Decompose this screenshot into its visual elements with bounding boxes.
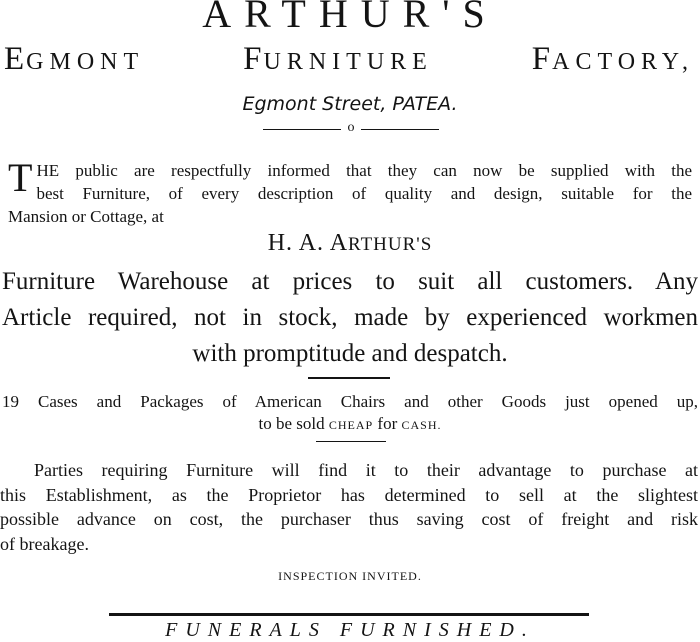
word-initial: E xyxy=(4,41,27,77)
ornament-line-left xyxy=(263,129,341,130)
goods-text: to be sold xyxy=(258,414,329,433)
footer-rule xyxy=(109,613,589,616)
ornament-line-right xyxy=(361,129,439,130)
goods-paragraph xyxy=(2,391,698,436)
word-rest: GMONT xyxy=(26,49,145,75)
parties-line: possible advance on cost, the purchaser thus saving cost of freight and risk xyxy=(0,509,698,529)
advert-title: ARTHUR'S xyxy=(202,0,498,36)
goods-line xyxy=(2,413,698,436)
proprietor-name-initial: A xyxy=(329,230,349,256)
ornament-circle: o xyxy=(347,120,355,135)
intro-paragraph xyxy=(8,155,692,228)
intro-line: best Furniture, of every description of quality and design, suitable for the xyxy=(36,184,692,203)
section-divider xyxy=(308,377,390,379)
goods-cheap: CHEAP xyxy=(328,418,374,432)
parties-paragraph xyxy=(0,458,698,556)
warehouse-line: with promptitude and despatch. xyxy=(192,340,508,367)
section-divider xyxy=(316,441,386,442)
business-name-word xyxy=(243,40,433,81)
word-rest: ACTORY, xyxy=(552,49,694,75)
goods-cash: CASH. xyxy=(401,418,442,432)
goods-text: for xyxy=(373,414,402,433)
drop-cap: T xyxy=(8,155,33,200)
inspection-invited: INSPECTION INVITED. xyxy=(278,569,422,583)
word-initial: F xyxy=(531,41,553,77)
word-rest: URNITURE xyxy=(263,49,433,75)
business-name xyxy=(4,40,694,81)
business-address: Egmont Street, PATEA. xyxy=(242,93,458,115)
proprietor-initials: H. A. xyxy=(267,230,330,256)
intro-line: Mansion or Cottage, at xyxy=(8,207,164,226)
footer-funerals: FUNERALS FURNISHED. xyxy=(165,619,535,641)
warehouse-paragraph xyxy=(2,264,698,372)
goods-line: 19 Cases and Packages of American Chairs and other Goods just opened up, xyxy=(2,392,698,411)
parties-line: this Establishment, as the Proprietor has determined to sell at the slightest xyxy=(0,484,698,505)
warehouse-line: Furniture Warehouse at prices to suit all customers. Any xyxy=(2,268,698,295)
business-name-word xyxy=(532,40,694,81)
ornament-divider xyxy=(263,121,439,137)
business-name-word xyxy=(4,40,144,81)
parties-line: Parties requiring Furniture will find it to their advantage to purchase at xyxy=(34,460,698,480)
proprietor-name xyxy=(0,228,700,260)
intro-line: HE public are respectfully informed that they can now be supplied with the xyxy=(36,161,692,180)
warehouse-line: Article required, not in stock, made by experienced workmen xyxy=(2,304,698,331)
proprietor-name-rest: RTHUR'S xyxy=(348,234,433,255)
word-initial: F xyxy=(243,41,264,77)
parties-line: of breakage. xyxy=(0,533,89,554)
